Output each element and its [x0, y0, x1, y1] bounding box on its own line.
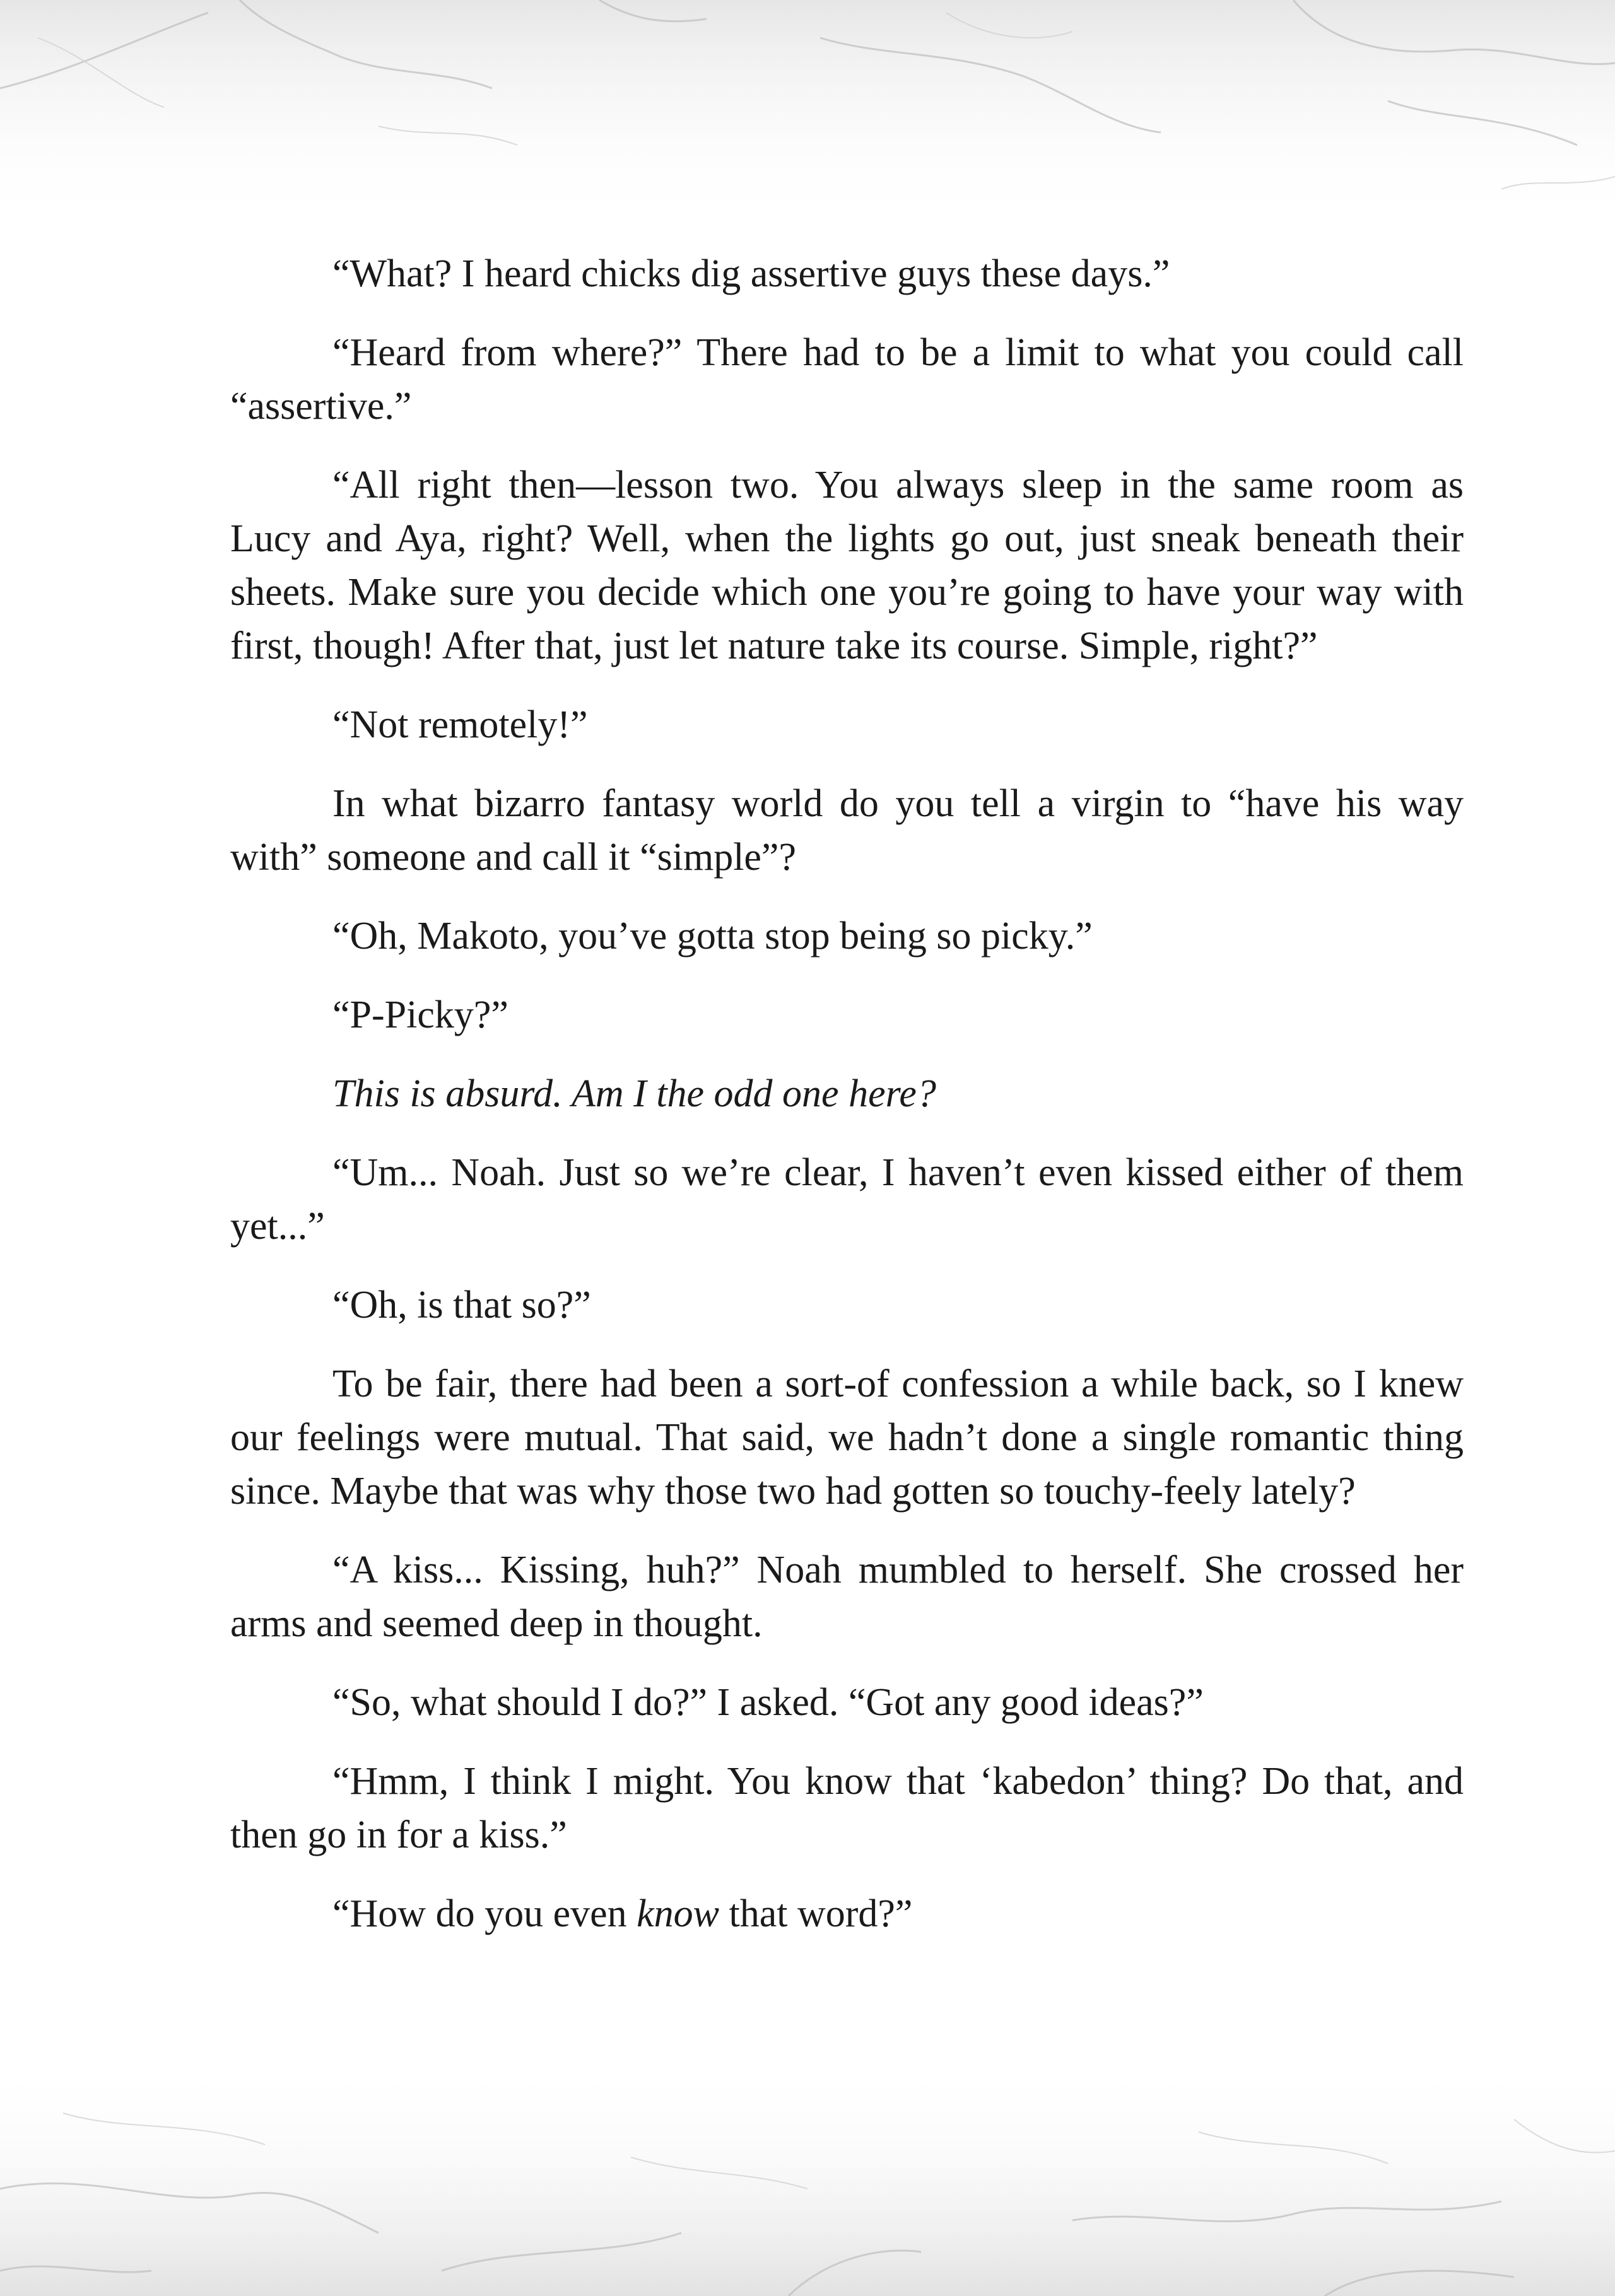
italic-text: know — [637, 1892, 719, 1935]
body-text — [230, 247, 1464, 1966]
paragraph — [230, 1146, 1464, 1253]
text-segment: “All right then—lesson two. You always sleep in the same room as Lucy and Aya, right? Well, when the lights go out, just sneak beneath their sheets. Make sure you decide which one you’re going to have your way with first, though! After that, just let nature take its course. Simple, right?” — [230, 464, 1464, 667]
text-segment: “Oh, Makoto, you’ve gotta stop being so picky.” — [332, 915, 1093, 958]
text-segment: “Um... Noah. Just so we’re clear, I haven’t even kissed either of them yet...” — [230, 1151, 1464, 1248]
text-segment: In what bizarro fantasy world do you tell a virgin to “have his way with” someone and call it “simple”? — [230, 782, 1464, 879]
text-segment: that word?” — [719, 1892, 913, 1935]
paragraph — [230, 1676, 1464, 1730]
text-segment: To be fair, there had been a sort-of confession a while back, so I knew our feelings were mutual. That said, we hadn’t done a single romantic thing since. Maybe that was why those two had gotten so touchy-feely lately? — [230, 1362, 1464, 1513]
paragraph — [230, 988, 1464, 1042]
paragraph — [230, 326, 1464, 433]
text-segment: “Heard from where?” There had to be a limit to what you could call “assertive.” — [230, 331, 1464, 428]
text-segment: “So, what should I do?” I asked. “Got any good ideas?” — [332, 1681, 1204, 1724]
text-segment: “Hmm, I think I might. You know that ‘kabedon’ thing? Do that, and then go in for a kiss.” — [230, 1760, 1464, 1856]
text-segment: “What? I heard chicks dig assertive guys these days.” — [332, 252, 1170, 295]
italic-text: This is absurd. Am I the odd one here? — [332, 1072, 936, 1115]
paragraph — [230, 1067, 1464, 1121]
paragraph — [230, 910, 1464, 963]
paragraph — [230, 247, 1464, 301]
text-segment: “Oh, is that so?” — [332, 1284, 591, 1327]
paragraph — [230, 698, 1464, 752]
paragraph — [230, 1279, 1464, 1332]
text-segment: “How do you even — [332, 1892, 637, 1935]
paragraph — [230, 1887, 1464, 1941]
paragraph — [230, 777, 1464, 884]
paragraph — [230, 1543, 1464, 1651]
text-segment: “P-Picky?” — [332, 993, 508, 1036]
paragraph — [230, 459, 1464, 673]
paragraph — [230, 1357, 1464, 1518]
text-segment: “Not remotely!” — [332, 703, 588, 746]
paragraph — [230, 1755, 1464, 1862]
text-segment: “A kiss... Kissing, huh?” Noah mumbled to herself. She crossed her arms and seemed deep in thought. — [230, 1549, 1464, 1645]
